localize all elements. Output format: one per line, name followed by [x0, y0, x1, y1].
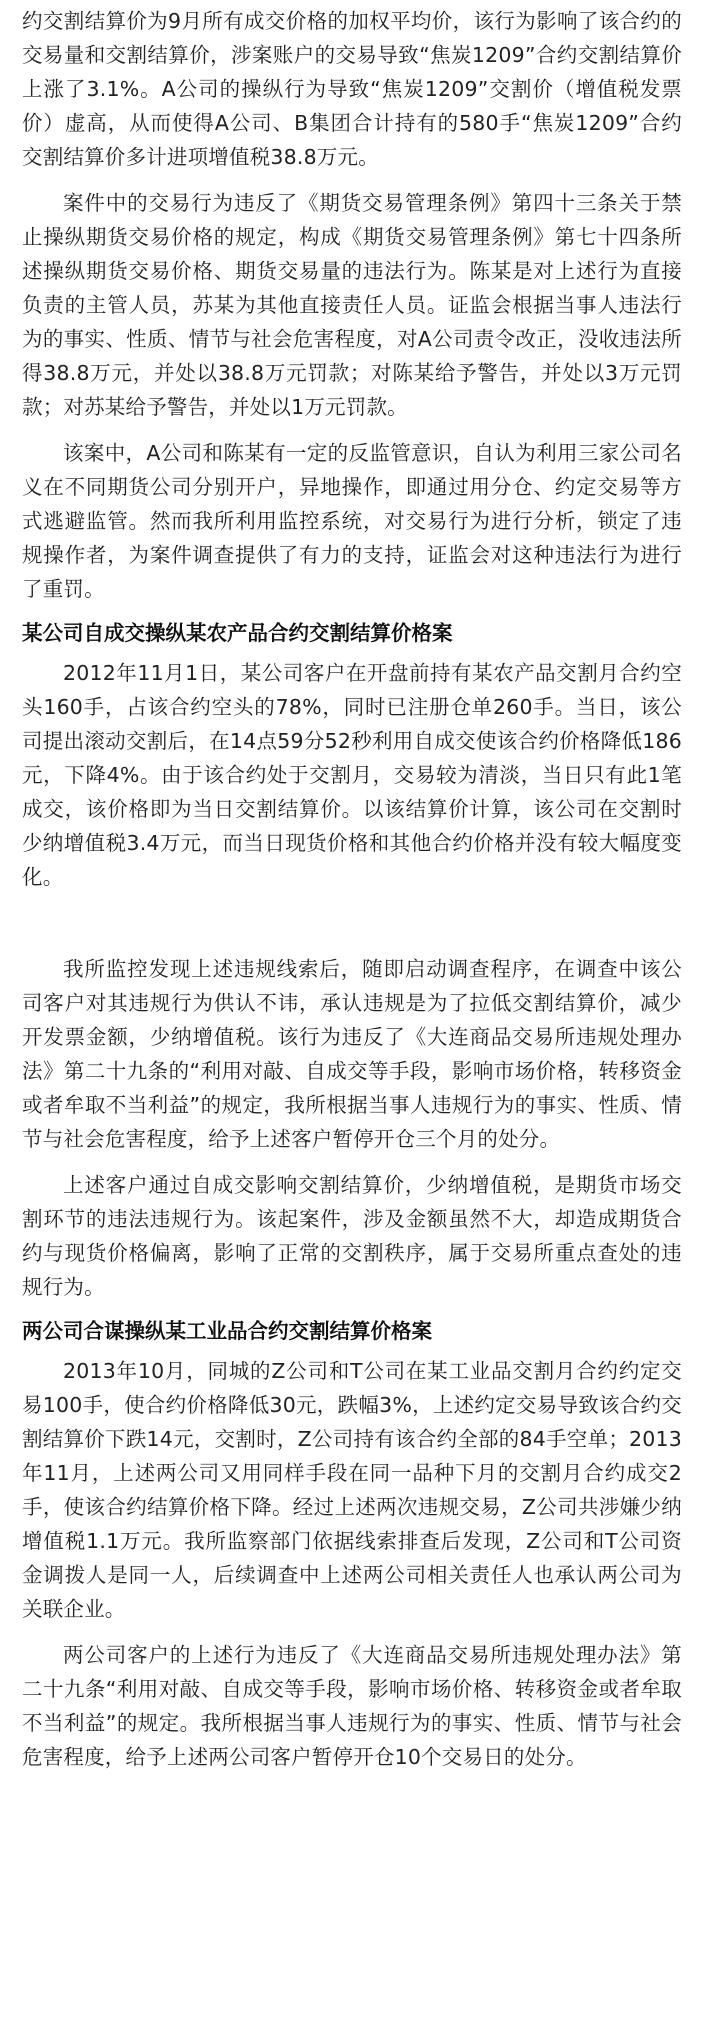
- paragraph-1: 约交割结算价为9月所有成交价格的加权平均价，该行为影响了该合约的交易量和交割结算价，涉案账户的交易导致“焦炭1209”合约交割结算价上涨了3.1%。A公司的操纵行为导致“焦炭1209”交割价（增值税发票价）虚高，从而使得A公司、B集团合计持有的580手“焦炭1209”合约交割结算价多计进项增值税38.8万元。: [22, 9, 682, 169]
- section-heading-1: 某公司自成交操纵某农产品合约交割结算价格案: [22, 621, 453, 645]
- paragraph-8: 两公司客户的上述行为违反了《大连商品交易所违规处理办法》第二十九条“利用对敲、自成交等手段，影响市场价格、转移资金或者牟取不当利益”的规定。我所根据当事人违规行为的事实、性质、情节与社会危害程度，给予上述两公司客户暂停开仓10个交易日的处分。: [22, 1643, 682, 1769]
- paragraph-7: 2013年10月，同城的Z公司和T公司在某工业品交割月合约约定交易100手，使合约价格降低30元，跌幅3%，上述约定交易导致该合约交割结算价下跌14元，交割时，Z公司持有该合约全部的84手空单；2013年11月，上述两公司又用同样手段在同一品种下月的交割月合约成交2手，使该合约结算价格下降。经过上述两次违规交易，Z公司共涉嫌少纳增值税1.1万元。我所监察部门依据线索排查后发现，Z公司和T公司资金调拨人是同一人，后续调查中上述两公司相关责任人也承认两公司为关联企业。: [22, 1359, 682, 1621]
- paragraph-6: 上述客户通过自成交影响交割结算价，少纳增值税，是期货市场交割环节的违法违规行为。该起案件，涉及金额虽然不大，却造成期货合约与现货价格偏离，影响了正常的交割秩序，属于交易所重点查处的违规行为。: [22, 1173, 682, 1299]
- paragraph-3: 该案中，A公司和陈某有一定的反监管意识，自认为利用三家公司名义在不同期货公司分别开户，异地操作，即通过用分仓、约定交易等方式逃避监管。然而我所利用监控系统，对交易行为进行分析，锁定了违规操作者，为案件调查提供了有力的支持，证监会对这种违法行为进行了重罚。: [22, 441, 682, 601]
- article-body: [22, 4, 682, 1774]
- section-heading-2: 两公司合谋操纵某工业品合约交割结算价格案: [22, 1319, 432, 1343]
- paragraph-2: 案件中的交易行为违反了《期货交易管理条例》第四十三条关于禁止操纵期货交易价格的规定，构成《期货交易管理条例》第七十四条所述操纵期货交易价格、期货交易量的违法行为。陈某是对上述行为直接负责的主管人员，苏某为其他直接责任人员。证监会根据当事人违法行为的事实、性质、情节与社会危害程度，对A公司责令改正，没收违法所得38.8万元，并处以38.8万元罚款；对陈某给予警告，并处以3万元罚款；对苏某给予警告，并处以1万元罚款。: [22, 191, 682, 419]
- paragraph-5: 我所监控发现上述违规线索后，随即启动调查程序，在调查中该公司客户对其违规行为供认不讳，承认违规是为了拉低交割结算价，减少开发票金额，少纳增值税。该行为违反了《大连商品交易所违规处理办法》第二十九条的“利用对敲、自成交等手段，影响市场价格，转移资金或者牟取不当利益”的规定，我所根据当事人违规行为的事实、性质、情节与社会危害程度，给予上述客户暂停开仓三个月的处分。: [22, 957, 682, 1151]
- paragraph-4: 2012年11月1日，某公司客户在开盘前持有某农产品交割月合约空头160手，占该合约空头的78%，同时已注册仓单260手。当日，该公司提出滚动交割后，在14点59分52秒利用自成交使该合约价格降低186元，下降4%。由于该合约处于交割月，交易较为清淡，当日只有此1笔成交，该价格即为当日交割结算价。以该结算价计算，该公司在交割时少纳增值税3.4万元，而当日现货价格和其他合约价格并没有较大幅度变化。: [22, 661, 682, 889]
